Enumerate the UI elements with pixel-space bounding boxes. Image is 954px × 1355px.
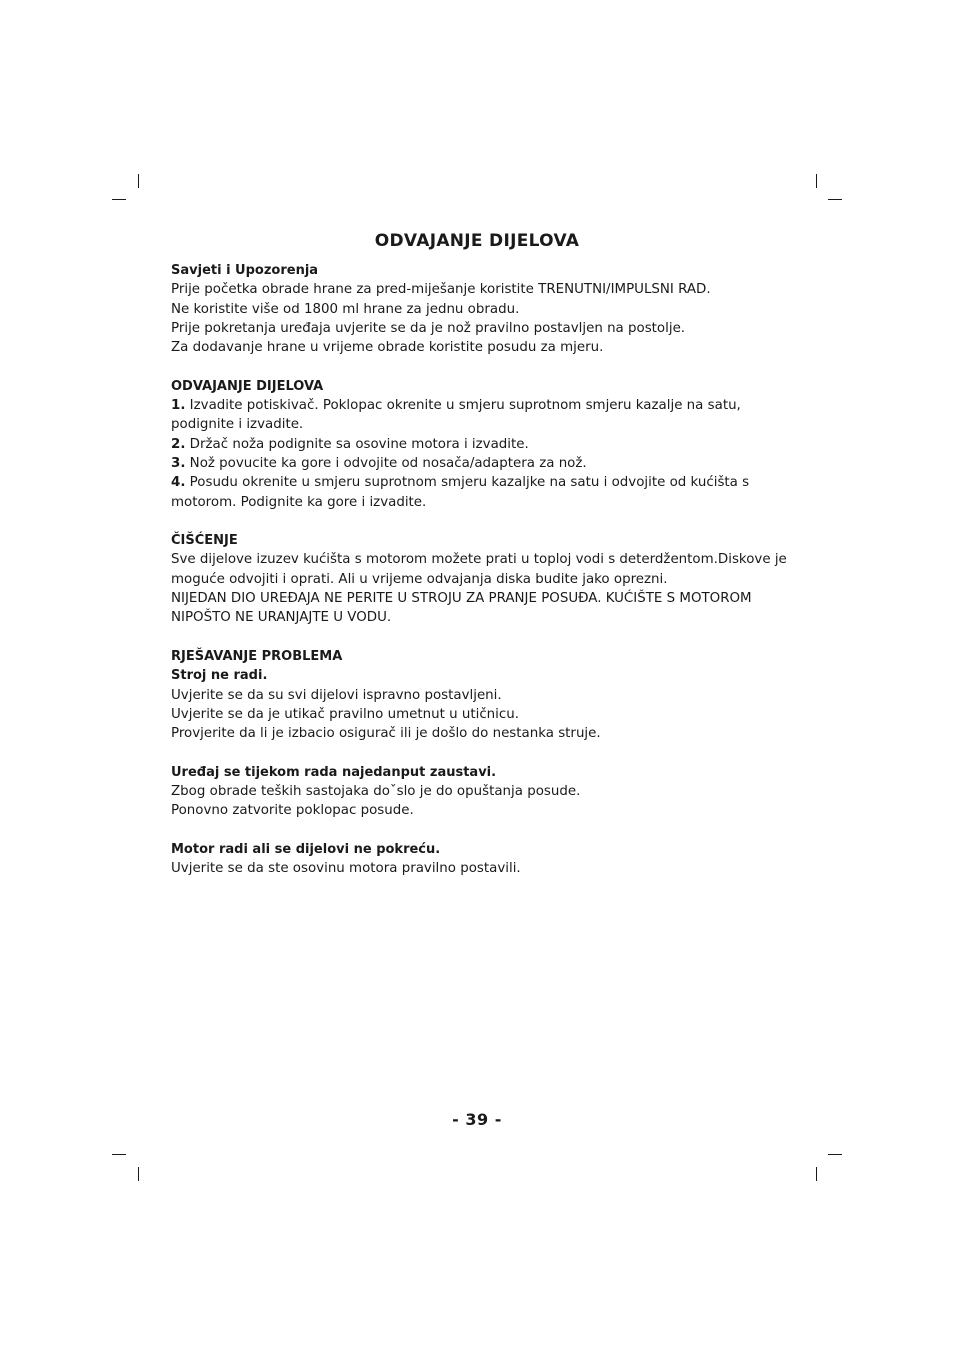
problem-line: Uvjerite se da je utikač pravilno umetnut u utičnicu. <box>171 706 519 722</box>
problem-title: Uređaj se tijekom rada najedanput zaustavi. <box>171 764 497 780</box>
step-text: Posudu okrenite u smjeru suprotnom smjeru kazaljke na satu i odvojite od kućišta s motorom. Podignite ka gore i izvadite. <box>171 475 750 510</box>
disassembly-step <box>171 396 791 435</box>
spacer <box>171 821 791 840</box>
cleaning-heading: ČIŠĆENJE <box>171 533 238 549</box>
step-text: Držač noža podignite sa osovine motora i izvadite. <box>189 436 529 452</box>
tips-line: Prije pokretanja uređaja uvjerite se da je nož pravilno postavljen na postolje. <box>171 320 686 336</box>
troubleshooting-section <box>171 647 791 879</box>
problem-line: Zbog obrade teških sastojaka doˇslo je do opuštanja posude. <box>171 784 581 800</box>
step-number: 3. <box>171 455 186 471</box>
tips-line: Za dodavanje hrane u vrijeme obrade koristite posudu za mjeru. <box>171 340 604 356</box>
page-content <box>171 261 791 879</box>
problem-line: Ponovno zatvorite poklopac posude. <box>171 803 414 819</box>
page-title: ODVAJANJE DIJELOVA <box>374 231 580 251</box>
troubleshooting-heading: RJEŠAVANJE PROBLEMA <box>171 648 343 664</box>
problem-line: Uvjerite se da su svi dijelovi ispravno postavljeni. <box>171 687 502 703</box>
problem-title: Stroj ne radi. <box>171 668 268 684</box>
cleaning-section <box>171 531 791 627</box>
step-number: 1. <box>171 398 186 414</box>
step-number: 2. <box>171 436 186 452</box>
crop-mark-bottom-right-horizontal <box>828 1154 842 1155</box>
crop-mark-bottom-left-vertical <box>138 1167 139 1181</box>
spacer <box>171 357 791 376</box>
page-number: - 39 - <box>452 1110 502 1129</box>
crop-mark-bottom-left-horizontal <box>112 1154 126 1155</box>
crop-mark-top-right-vertical <box>816 174 817 188</box>
disassembly-step <box>171 435 791 454</box>
disassembly-section <box>171 377 791 512</box>
step-number: 4. <box>171 475 186 491</box>
crop-mark-top-left-horizontal <box>112 199 126 200</box>
crop-mark-top-left-vertical <box>138 174 139 188</box>
tips-line: Prije početka obrade hrane za pred-miješanje koristite TRENUTNI/IMPULSNI RAD. <box>171 282 711 298</box>
crop-mark-bottom-right-vertical <box>816 1167 817 1181</box>
crop-mark-top-right-horizontal <box>828 199 842 200</box>
tips-heading: Savjeti i Upozorenja <box>171 263 319 278</box>
tips-section <box>171 261 791 357</box>
tips-line: Ne koristite više od 1800 ml hrane za jednu obradu. <box>171 301 520 317</box>
cleaning-paragraph: Sve dijelove izuzev kućišta s motorom možete prati u toploj vodi s deterdžentom.Diskove je moguće odvojiti i oprati. Ali u vrijeme odvajanja diska budite jako oprezni. <box>171 552 787 587</box>
disassembly-heading: ODVAJANJE DIJELOVA <box>171 378 324 394</box>
step-text: Nož povucite ka gore i odvojite od nosača/adaptera za nož. <box>189 455 587 471</box>
problem-title: Motor radi ali se dijelovi ne pokreću. <box>171 841 441 857</box>
disassembly-step <box>171 454 791 473</box>
step-text: Izvadite potiskivač. Poklopac okrenite u smjeru suprotnom smjeru kazalje na satu, podignite i izvadite. <box>171 398 741 433</box>
spacer <box>171 743 791 762</box>
spacer <box>171 628 791 647</box>
problem-line: Provjerite da li je izbacio osigurač ili je došlo do nestanka struje. <box>171 726 601 742</box>
problem-line: Uvjerite se da ste osovinu motora pravilno postavili. <box>171 861 521 877</box>
spacer <box>171 512 791 531</box>
cleaning-warning: NIJEDAN DIO UREĐAJA NE PERITE U STROJU ZA PRANJE POSUĐA. KUĆIŠTE S MOTOROM NIPOŠTO NE URANJAJTE U VODU. <box>171 591 752 626</box>
disassembly-step <box>171 473 791 512</box>
